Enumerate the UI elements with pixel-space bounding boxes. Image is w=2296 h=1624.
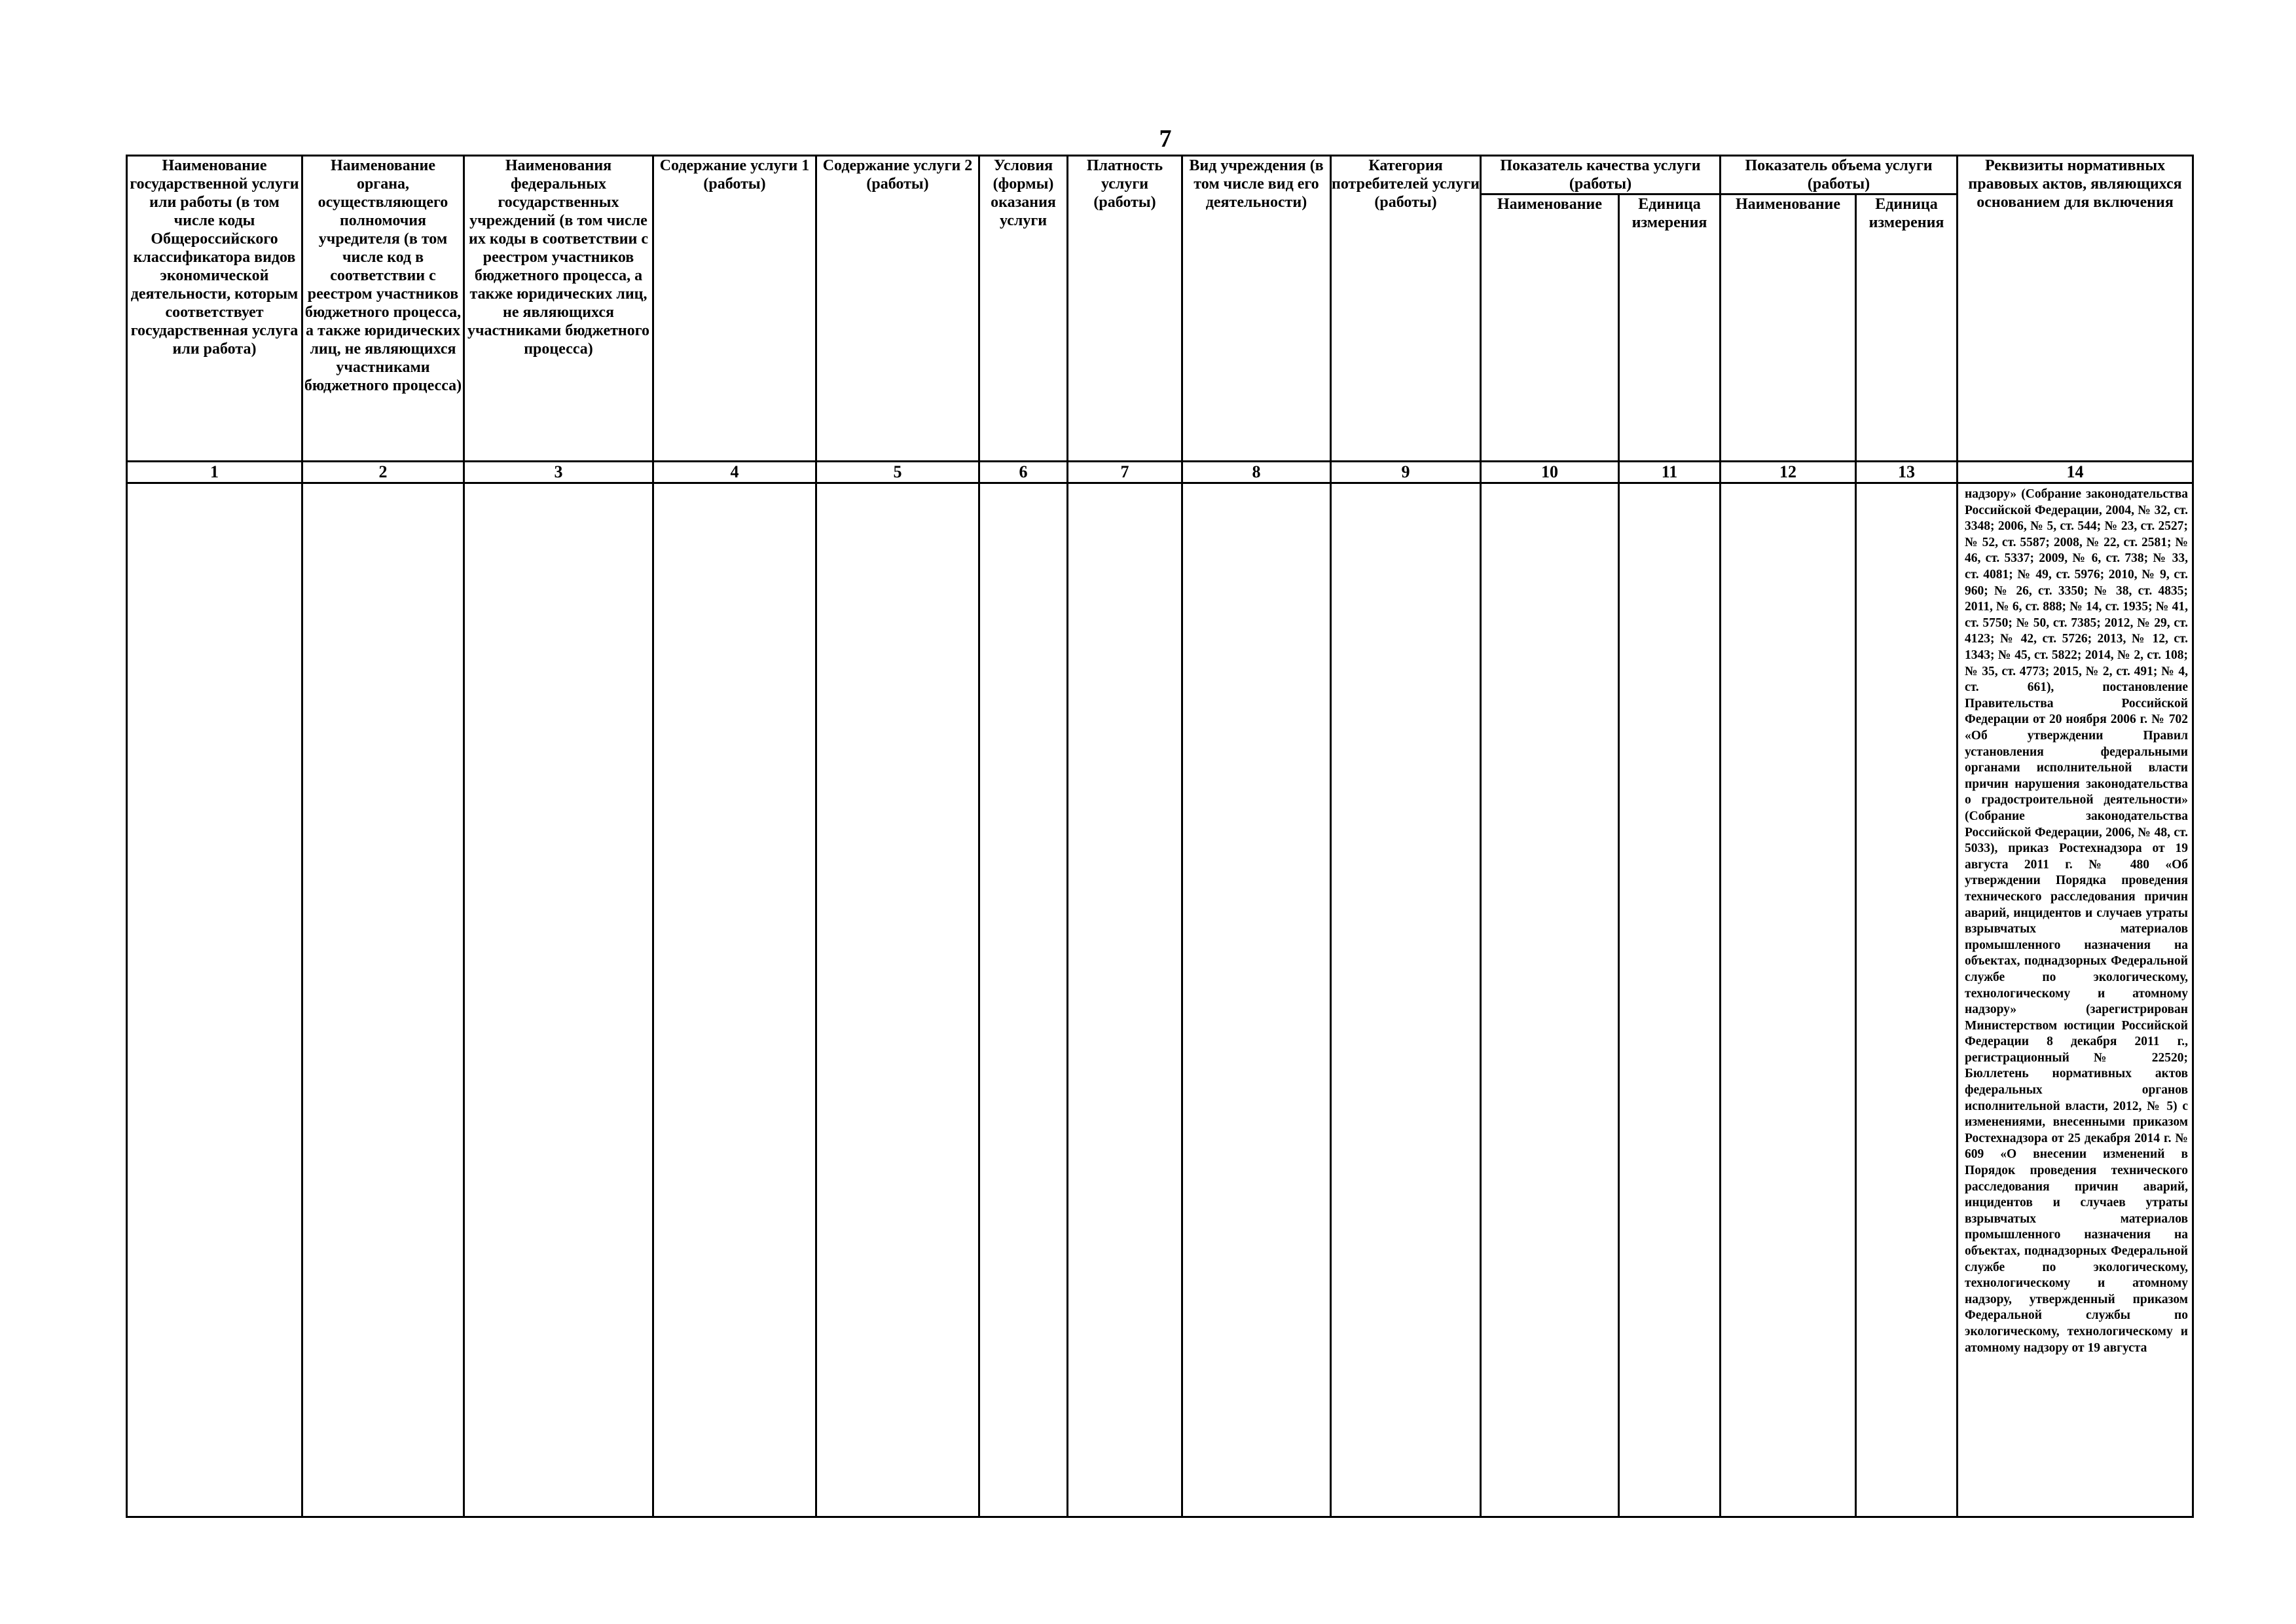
column-number: 3 bbox=[464, 461, 653, 483]
column-number: 11 bbox=[1619, 461, 1721, 483]
registry-table bbox=[126, 155, 2194, 1518]
table-cell bbox=[979, 483, 1068, 1517]
column-number-row bbox=[127, 461, 2193, 483]
header-content-1: Содержание услуги 1 (работы) bbox=[653, 156, 816, 462]
column-number: 14 bbox=[1958, 461, 2193, 483]
header-payment: Платность услуги (работы) bbox=[1068, 156, 1182, 462]
header-content-2: Содержание услуги 2 (работы) bbox=[816, 156, 979, 462]
column-number: 12 bbox=[1721, 461, 1856, 483]
header-quality-indicator: Показатель качества услуги (работы) bbox=[1481, 156, 1721, 194]
page-number: 7 bbox=[1159, 125, 1172, 153]
header-founder-body: Наименование органа, осуществляющего полномочия учредителя (в том числе код в соответствии с реестром участников бюджетного процесса, а также юридических лиц, не являющихся участниками бюджетного процесса) bbox=[302, 156, 464, 462]
column-number: 4 bbox=[653, 461, 816, 483]
table-cell bbox=[653, 483, 816, 1517]
column-number: 7 bbox=[1068, 461, 1182, 483]
header-volume-indicator: Показатель объема услуги (работы) bbox=[1721, 156, 1958, 194]
table-cell bbox=[1068, 483, 1182, 1517]
header-quality-name: Наименование bbox=[1481, 194, 1619, 462]
column-number: 13 bbox=[1856, 461, 1958, 483]
table-cell bbox=[1481, 483, 1619, 1517]
table-cell bbox=[816, 483, 979, 1517]
column-number: 5 bbox=[816, 461, 979, 483]
header-volume-unit: Единица измерения bbox=[1856, 194, 1958, 462]
column-number: 9 bbox=[1331, 461, 1481, 483]
header-consumer-category: Категория потребителей услуги (работы) bbox=[1331, 156, 1481, 462]
column-number: 8 bbox=[1182, 461, 1331, 483]
table-cell bbox=[1856, 483, 1958, 1517]
legal-acts-text: надзору» (Собрание законодательства Российской Федерации, 2004, № 32, ст. 3348; 2006, № 5, ст. 544; № 23, ст. 2527; № 52, ст. 5587; 2008, № 22, ст. 2581; № 46, ст. 5337; 2009, № 6, ст. 738; № 33, ст. 4081; № 49, ст. 5976; 2010, № 9, ст. 960; № 26, ст. 3350; № 38, ст. 4835; 2011, № 6, ст. 888; № 14, ст. 1935; № 41, ст. 5750; № 50, ст. 7385; 2012, № 29, ст. 4123; № 42, ст. 5726; 2013, № 12, ст. 1343; № 45, ст. 5822; 2014, № 2, ст. 108; № 35, ст. 4773; 2015, № 2, ст. 491; № 4, ст. 661), постановление Правительства Российской Федерации от 20 ноября 2006 г. № 702 «Об утверждении Правил установления федеральными органами исполнительной власти причин нарушения законодательства о градостроительной деятельности» (Собрание законодательства Российской Федерации, 2006, № 48, ст. 5033), приказ Ростехнадзора от 19 августа 2011 г. № 480 «Об утверждении Порядка проведения технического расследования причин аварий, инцидентов и случаев утраты взрывчатых материалов промышленного назначения на объектах, поднадзорных Федеральной службе по экологическому, технологическому и атомному надзору» (зарегистрирован Министерством юстиции Российской Федерации 8 декабря 2011 г., регистрационный № 22520; Бюллетень нормативных актов федеральных органов исполнительной власти, 2012, № 5) с изменениями, внесенными приказом Ростехнадзора от 25 декабря 2014 г. № 609 «О внесении изменений в Порядок проведения технического расследования причин аварий, инцидентов и случаев утраты взрывчатых материалов промышленного назначения на объектах, поднадзорных Федеральной службе по экологическому, технологическому и атомному надзору, утвержденный приказом Федеральной службы по экологическому, технологическому и атомному надзору от 19 августа bbox=[1965, 487, 2189, 1355]
table-cell bbox=[1331, 483, 1481, 1517]
header-volume-name: Наименование bbox=[1721, 194, 1856, 462]
table-row bbox=[127, 483, 2193, 1517]
table-cell bbox=[1182, 483, 1331, 1517]
header-institution-type: Вид учреждения (в том числе вид его деятельности) bbox=[1182, 156, 1331, 462]
column-number: 6 bbox=[979, 461, 1068, 483]
header-row-1 bbox=[127, 156, 2193, 194]
table-cell bbox=[1619, 483, 1721, 1517]
column-number: 10 bbox=[1481, 461, 1619, 483]
table-cell bbox=[127, 483, 302, 1517]
header-legal-acts: Реквизиты нормативных правовых актов, являющихся основанием для включения bbox=[1958, 156, 2193, 462]
header-service-name: Наименование государственной услуги или работы (в том числе коды Общероссийского классификатора видов экономической деятельности, которым соответствует государственная услуга или работа) bbox=[127, 156, 302, 462]
header-conditions: Условия (формы) оказания услуги bbox=[979, 156, 1068, 462]
table-cell bbox=[464, 483, 653, 1517]
legal-acts-cell bbox=[1958, 483, 2193, 1517]
header-quality-unit: Единица измерения bbox=[1619, 194, 1721, 462]
table-cell bbox=[1721, 483, 1856, 1517]
table-cell bbox=[302, 483, 464, 1517]
header-institutions: Наименования федеральных государственных учреждений (в том числе их коды в соответствии с реестром участников бюджетного процесса, а также юридических лиц, не являющихся участниками бюджетного процесса) bbox=[464, 156, 653, 462]
column-number: 1 bbox=[127, 461, 302, 483]
column-number: 2 bbox=[302, 461, 464, 483]
